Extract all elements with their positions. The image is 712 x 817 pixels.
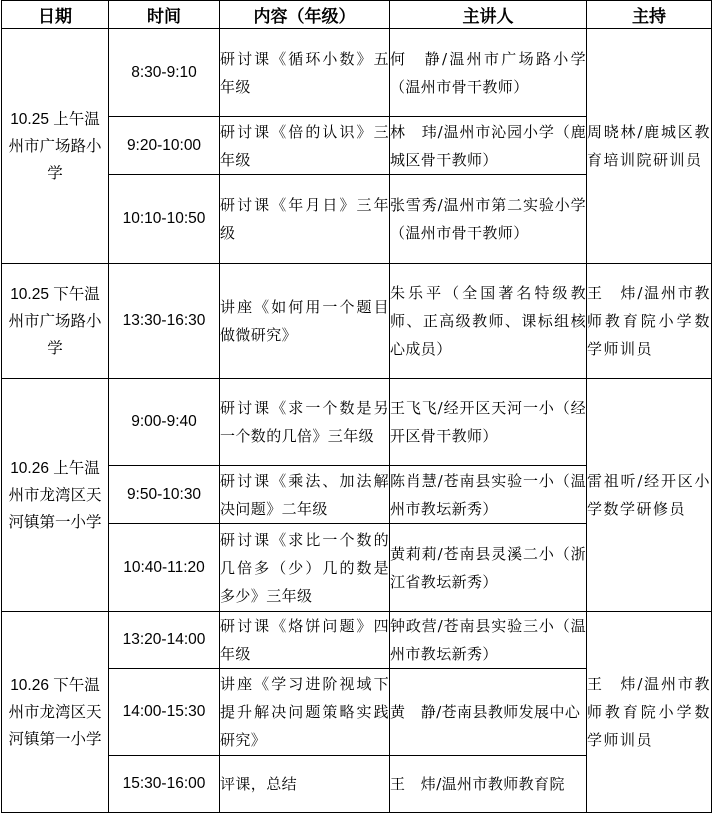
table-row	[2, 29, 712, 117]
speaker-cell: 何 静/温州市广场路小学（温州市骨干教师）	[390, 29, 587, 117]
schedule-table	[1, 0, 712, 813]
content-cell: 研讨课《求一个数是另一个数的几倍》三年级	[220, 379, 390, 466]
header-host: 主持	[587, 1, 712, 29]
time-cell: 13:20-14:00	[109, 612, 220, 669]
header-row	[2, 1, 712, 29]
time-cell: 10:40-11:20	[109, 524, 220, 612]
table-row	[2, 612, 712, 669]
time-cell: 8:30-9:10	[109, 29, 220, 117]
speaker-cell: 王飞飞/经开区天河一小（经开区骨干教师）	[390, 379, 587, 466]
host-cell: 雷祖听/经开区小学数学研修员	[587, 379, 712, 612]
content-cell: 研讨课《倍的认识》三年级	[220, 117, 390, 175]
speaker-cell: 钟政营/苍南县实验三小（温州市教坛新秀）	[390, 612, 587, 669]
date-cell: 10.25 下午温州市广场路小学	[2, 264, 109, 379]
content-cell: 讲座《如何用一个题目做微研究》	[220, 264, 390, 379]
speaker-cell: 张雪秀/温州市第二实验小学（温州市骨干教师）	[390, 175, 587, 264]
header-date: 日期	[2, 1, 109, 29]
content-cell: 研讨课《求比一个数的几倍多（少）几的数是多少》三年级	[220, 524, 390, 612]
time-cell: 9:50-10:30	[109, 466, 220, 524]
header-speaker: 主讲人	[390, 1, 587, 29]
time-cell: 9:00-9:40	[109, 379, 220, 466]
content-cell: 研讨课《烙饼问题》四年级	[220, 612, 390, 669]
content-cell: 研讨课《乘法、加法解决问题》二年级	[220, 466, 390, 524]
host-cell: 周晓林/鹿城区教育培训院研训员	[587, 29, 712, 264]
header-time: 时间	[109, 1, 220, 29]
header-content: 内容（年级）	[220, 1, 390, 29]
speaker-cell: 林 玮/温州市沁园小学（鹿城区骨干教师）	[390, 117, 587, 175]
table-row	[2, 379, 712, 466]
content-cell: 讲座《学习进阶视域下提升解决问题策略实践研究》	[220, 669, 390, 756]
speaker-cell: 陈肖慧/苍南县实验一小（温州市教坛新秀）	[390, 466, 587, 524]
speaker-cell: 黄莉莉/苍南县灵溪二小（浙江省教坛新秀）	[390, 524, 587, 612]
time-cell: 13:30-16:30	[109, 264, 220, 379]
speaker-cell: 朱乐平（全国著名特级教师、正高级教师、课标组核心成员）	[390, 264, 587, 379]
date-cell: 10.26 上午温州市龙湾区天河镇第一小学	[2, 379, 109, 612]
time-cell: 9:20-10:00	[109, 117, 220, 175]
date-cell: 10.25 上午温州市广场路小学	[2, 29, 109, 264]
host-cell: 王 炜/温州市教师教育院小学数学师训员	[587, 612, 712, 813]
host-cell: 王 炜/温州市教师教育院小学数学师训员	[587, 264, 712, 379]
content-cell: 研讨课《循环小数》五年级	[220, 29, 390, 117]
content-cell: 评课，总结	[220, 756, 390, 813]
speaker-cell: 王 炜/温州市教师教育院	[390, 756, 587, 813]
time-cell: 14:00-15:30	[109, 669, 220, 756]
table-row	[2, 264, 712, 379]
content-cell: 研讨课《年月日》三年级	[220, 175, 390, 264]
time-cell: 10:10-10:50	[109, 175, 220, 264]
time-cell: 15:30-16:00	[109, 756, 220, 813]
speaker-cell: 黄 静/苍南县教师发展中心	[390, 669, 587, 756]
date-cell: 10.26 下午温州市龙湾区天河镇第一小学	[2, 612, 109, 813]
